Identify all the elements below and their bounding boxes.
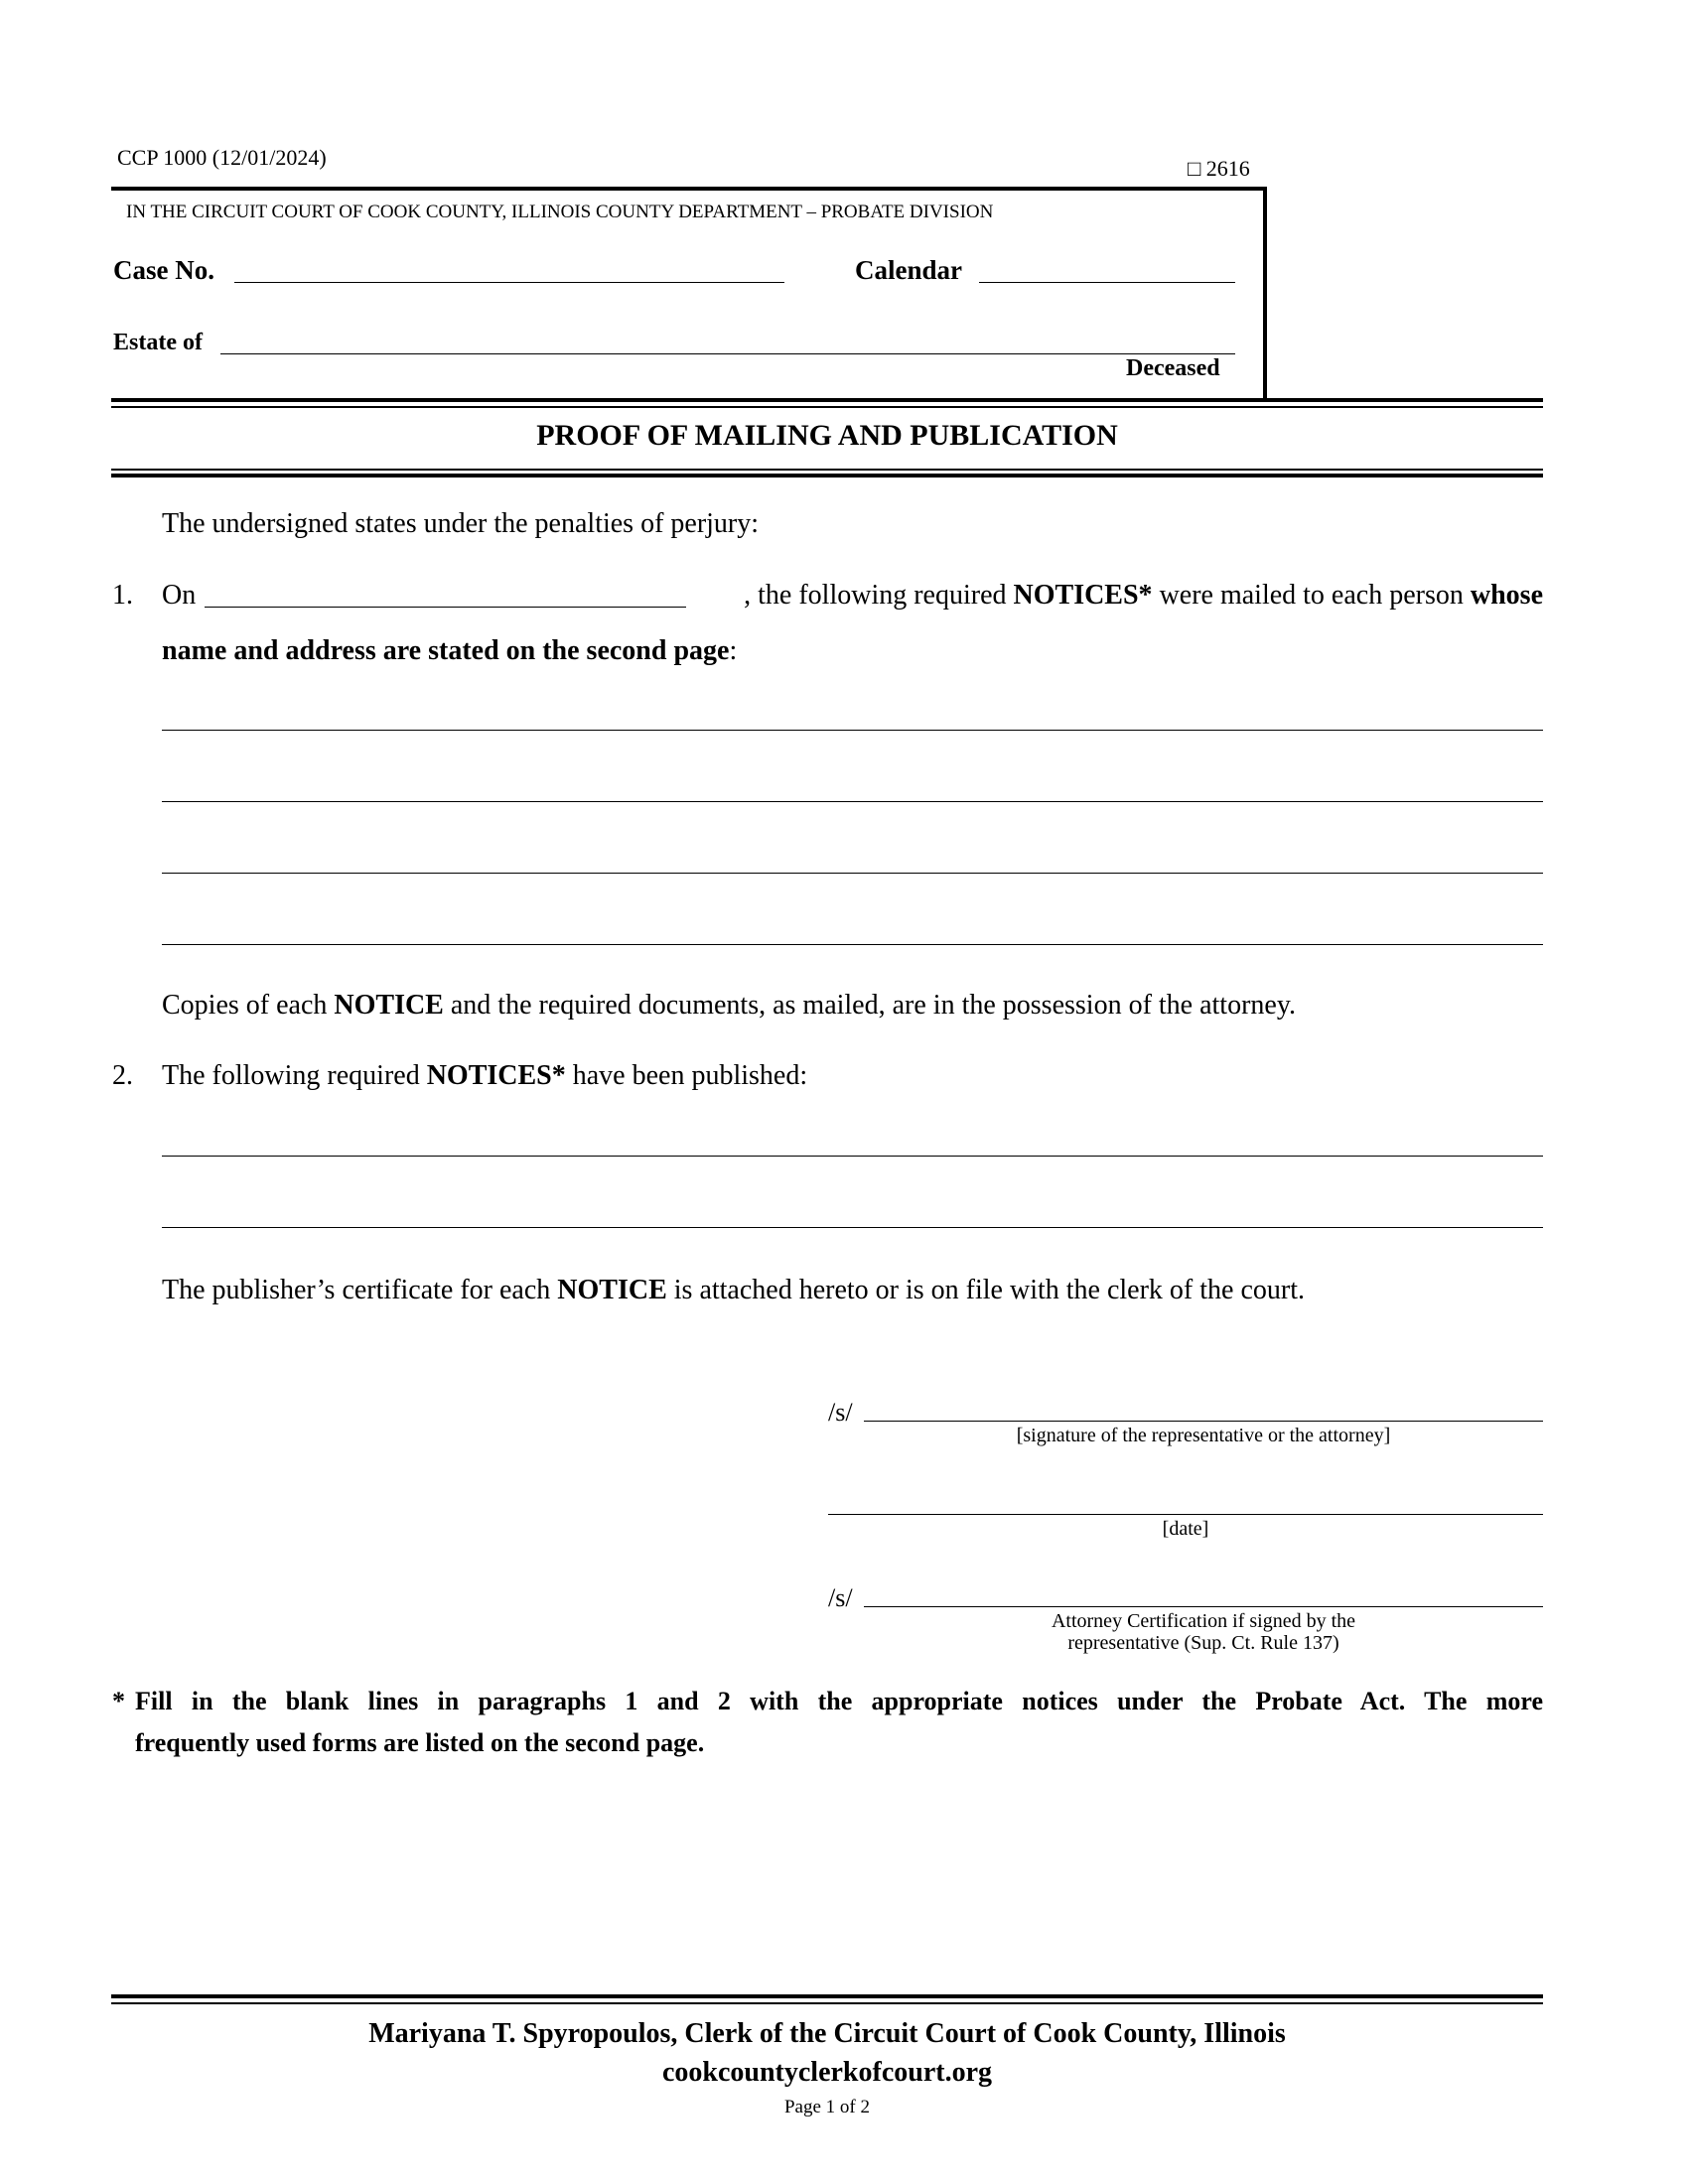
date-field[interactable]	[828, 1514, 1543, 1515]
caption-box-right	[1263, 187, 1267, 399]
mailed-notice-line-4[interactable]	[162, 944, 1543, 945]
copies-a: Copies of each	[162, 990, 335, 1021]
form-code: CCP 1000 (12/01/2024)	[117, 145, 327, 170]
p1-text-b: were mailed to each person	[1152, 580, 1471, 611]
p1-line2-bold: name and address are stated on the second page	[162, 635, 730, 666]
case-no-field[interactable]	[234, 282, 784, 283]
copies-statement	[162, 990, 1296, 1022]
paragraph-1-number: 1.	[112, 580, 133, 611]
p1-text-a: , the following required	[744, 580, 1014, 611]
attorney-certification-field[interactable]	[864, 1606, 1543, 1607]
paragraph-1-text	[688, 580, 1543, 612]
title-rule-bottom-thin	[111, 469, 1543, 471]
mailed-notice-line-3[interactable]	[162, 873, 1543, 874]
paragraph-2-number: 2.	[112, 1060, 133, 1091]
footnote-line-1: Fill in the blank lines in paragraphs 1 and 2 with the appropriate notices under the Probate Act. The more	[135, 1687, 1543, 1715]
p1-notices: NOTICES*	[1013, 580, 1153, 611]
page-title: PROOF OF MAILING AND PUBLICATION	[536, 419, 1118, 452]
p2-a: The following required	[162, 1060, 427, 1091]
title-rule-top-thin	[111, 406, 1543, 408]
publisher-statement	[162, 1275, 1305, 1306]
copies-b: and the required documents, as mailed, are in the possession of the attorney.	[443, 990, 1297, 1021]
title-rule-top-thick	[111, 398, 1543, 402]
publisher-notice: NOTICE	[557, 1275, 667, 1305]
estate-of-field[interactable]	[220, 353, 1235, 354]
copies-notice: NOTICE	[334, 990, 444, 1021]
date-caption: [date]	[1162, 1518, 1209, 1540]
signature-s-label-2: /s/	[828, 1583, 853, 1612]
p2-b: have been published:	[565, 1060, 808, 1091]
signature-s-label-1: /s/	[828, 1398, 853, 1427]
clerk-website[interactable]: cookcountyclerkofcourt.org	[661, 2057, 993, 2088]
publisher-a: The publisher’s certificate for each	[162, 1275, 558, 1305]
court-name: IN THE CIRCUIT COURT OF COOK COUNTY, ILLINOIS COUNTY DEPARTMENT – PROBATE DIVISION	[126, 202, 994, 222]
footnote-star: *	[112, 1687, 125, 1715]
footnote-line-2: frequently used forms are listed on the second page.	[135, 1728, 705, 1757]
mailed-notice-line-1[interactable]	[162, 730, 1543, 731]
mailed-notice-line-2[interactable]	[162, 801, 1543, 802]
mailing-date-field[interactable]	[205, 607, 686, 608]
caption-box-top	[111, 187, 1267, 191]
clerk-name: Mariyana T. Spyropoulos, Clerk of the Circuit Court of Cook County, Illinois	[368, 2018, 1286, 2049]
certification-caption-1: Attorney Certification if signed by the	[1051, 1610, 1356, 1632]
signature-field[interactable]	[864, 1421, 1543, 1422]
certification-caption-2: representative (Sup. Ct. Rule 137)	[1067, 1632, 1339, 1654]
paragraph-1-line-2	[162, 635, 737, 667]
published-notice-line-1[interactable]	[162, 1156, 1543, 1157]
title-rule-bottom-thick	[111, 474, 1543, 478]
published-notice-line-2[interactable]	[162, 1227, 1543, 1228]
signature-caption: [signature of the representative or the attorney]	[1016, 1425, 1391, 1446]
estate-of-label: Estate of	[113, 330, 203, 355]
publisher-b: is attached hereto or is on file with the clerk of the court.	[666, 1275, 1305, 1305]
page-number: Page 1 of 2	[783, 2097, 870, 2117]
deceased-label: Deceased	[1126, 355, 1220, 381]
p2-notices: NOTICES*	[426, 1060, 566, 1091]
footer-rule-thick	[111, 1994, 1543, 1998]
calendar-field[interactable]	[979, 282, 1235, 283]
intro-statement: The undersigned states under the penalties of perjury:	[162, 508, 760, 539]
footer-rule-thin	[111, 2002, 1543, 2004]
case-no-label: Case No.	[113, 255, 214, 285]
paragraph-1-on: On	[162, 580, 197, 611]
p1-line2-end: :	[729, 635, 738, 666]
p1-whose: whose	[1470, 580, 1543, 611]
paragraph-2-text	[162, 1060, 807, 1092]
calendar-label: Calendar	[855, 255, 962, 285]
form-number-checkbox[interactable]: □ 2616	[1188, 156, 1250, 181]
